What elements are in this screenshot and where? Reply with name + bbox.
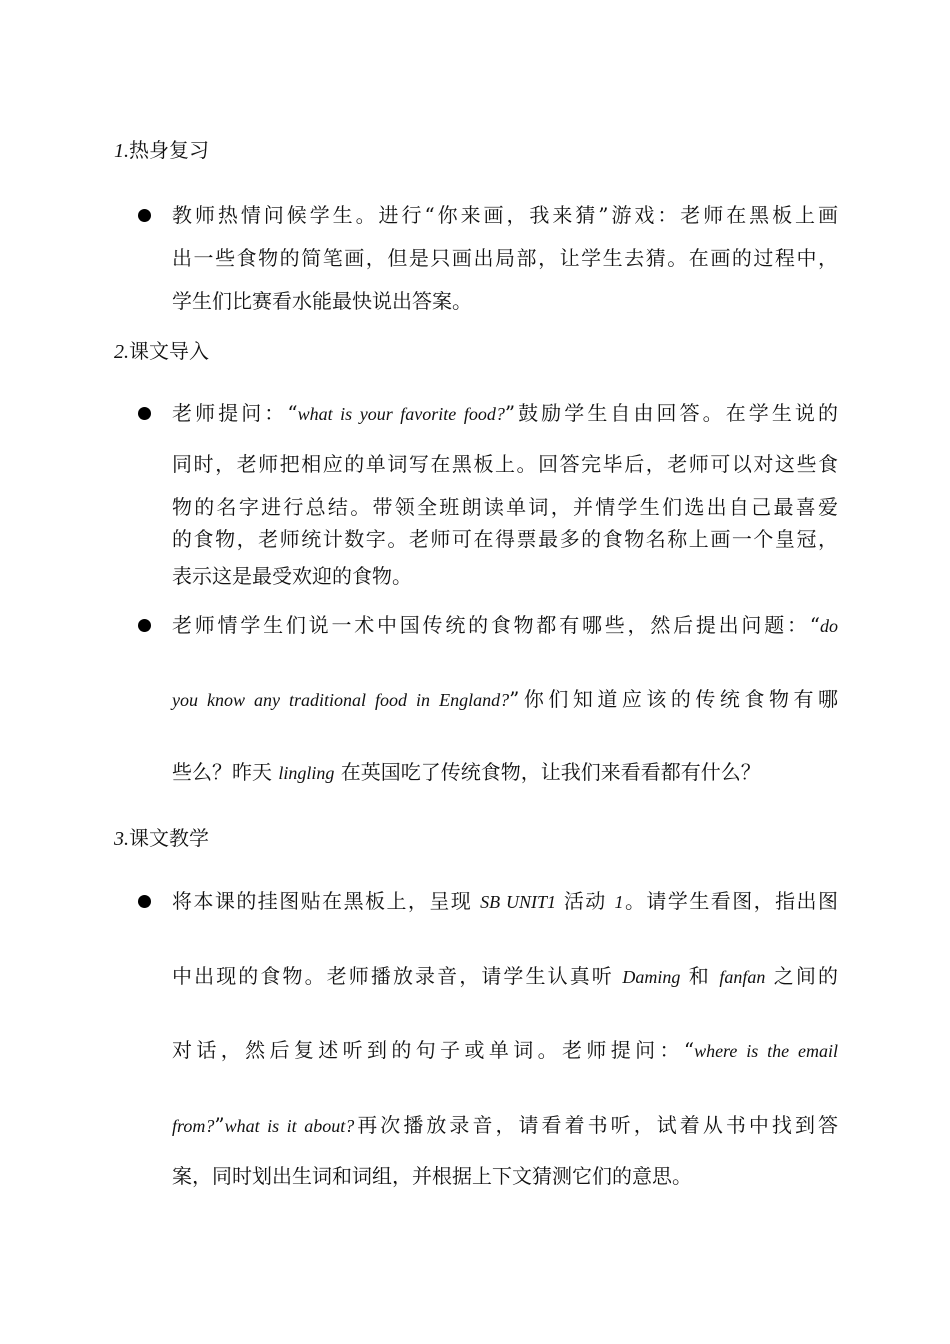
- paragraph-line: [172, 1162, 692, 1190]
- paragraph-line: [172, 962, 838, 991]
- paragraph-line: [172, 758, 761, 787]
- paragraph-line: [172, 287, 472, 315]
- text-run: 将本课的挂图贴在黑板上，呈现: [172, 889, 481, 913]
- text-run: 老师情学生们说一术中国传统的食物都有哪些，然后提出问题：“: [172, 613, 820, 637]
- paragraph-line: [172, 493, 838, 521]
- paragraph-line: [172, 887, 838, 916]
- paragraph-line: [172, 201, 838, 229]
- english-phrase: SB UNIT1: [480, 892, 557, 912]
- english-phrase: 1: [614, 892, 624, 912]
- text-run: ”: [214, 1113, 225, 1137]
- paragraph-line: [172, 399, 838, 428]
- section-number: 1.: [114, 140, 129, 162]
- paragraph-line: [172, 611, 838, 640]
- english-phrase: fanfan: [719, 967, 766, 987]
- english-phrase: Daming: [622, 967, 681, 987]
- text-run: 同时，老师把相应的单词写在黑板上。回答完毕后，老师可以对这些食: [172, 452, 838, 476]
- english-phrase: lingling: [278, 763, 335, 783]
- text-run: 和: [680, 964, 720, 988]
- text-run: 在英国吃了传统食物，让我们来看看都有什么？: [334, 760, 761, 784]
- text-run: 出一些食物的简笔画，但是只画出局部，让学生去猜。在画的过程中，: [172, 246, 838, 270]
- text-run: ”你们知道应该的传统食物有哪: [509, 687, 838, 711]
- paragraph-line: [172, 1036, 838, 1065]
- english-phrase: you know any traditional food in England?: [172, 690, 510, 710]
- english-phrase: what is it about?: [224, 1116, 355, 1136]
- text-run: 再次播放录音，请看着书听，试着从书中找到答: [354, 1113, 839, 1137]
- section-title: 课文导入: [129, 339, 209, 363]
- text-run: 表示这是最受欢迎的食物。: [172, 564, 412, 588]
- english-phrase: do: [820, 616, 838, 636]
- text-run: 活动: [556, 889, 615, 913]
- section-heading: [114, 824, 209, 853]
- bullet-icon: [138, 619, 151, 632]
- bullet-icon: [138, 895, 151, 908]
- section-number: 2.: [114, 341, 129, 363]
- text-run: 的食物，老师统计数字。老师可在得票最多的食物名称上画一个皇冠，: [172, 527, 838, 551]
- section-heading: [114, 136, 209, 165]
- section-title: 热身复习: [129, 138, 209, 162]
- text-run: 。请学生看图，指出图: [623, 889, 838, 913]
- english-phrase: from?: [172, 1116, 215, 1136]
- bullet-icon: [138, 209, 151, 222]
- text-run: 教师热情问候学生。进行“你来画，我来猜”游戏：老师在黑板上画: [172, 203, 838, 227]
- paragraph-line: [172, 685, 838, 714]
- text-run: 学生们比赛看水能最快说出答案。: [172, 289, 472, 313]
- english-phrase: what is your favorite food?: [297, 404, 505, 424]
- paragraph-line: [172, 1111, 838, 1140]
- bullet-icon: [138, 407, 151, 420]
- section-heading: [114, 337, 209, 366]
- section-number: 3.: [114, 828, 129, 850]
- text-run: 对话，然后复述听到的句子或单词。老师提问：“: [172, 1038, 695, 1062]
- section-title: 课文教学: [129, 826, 209, 850]
- text-run: 些么？昨天: [172, 760, 279, 784]
- text-run: 中出现的食物。老师播放录音，请学生认真听: [172, 964, 623, 988]
- paragraph-line: [172, 450, 838, 478]
- text-run: 物的名字进行总结。带领全班朗读单词，并情学生们选出自己最喜爱: [172, 495, 838, 519]
- english-phrase: where is the email: [694, 1041, 838, 1061]
- paragraph-line: [172, 562, 412, 590]
- text-run: ”鼓励学生自由回答。在学生说的: [504, 401, 838, 425]
- text-run: 案，同时划出生词和词组，并根据上下文猜测它们的意思。: [172, 1164, 692, 1188]
- text-run: 老师提问：“: [172, 401, 298, 425]
- text-run: 之间的: [765, 964, 839, 988]
- paragraph-line: [172, 525, 838, 553]
- paragraph-line: [172, 244, 838, 272]
